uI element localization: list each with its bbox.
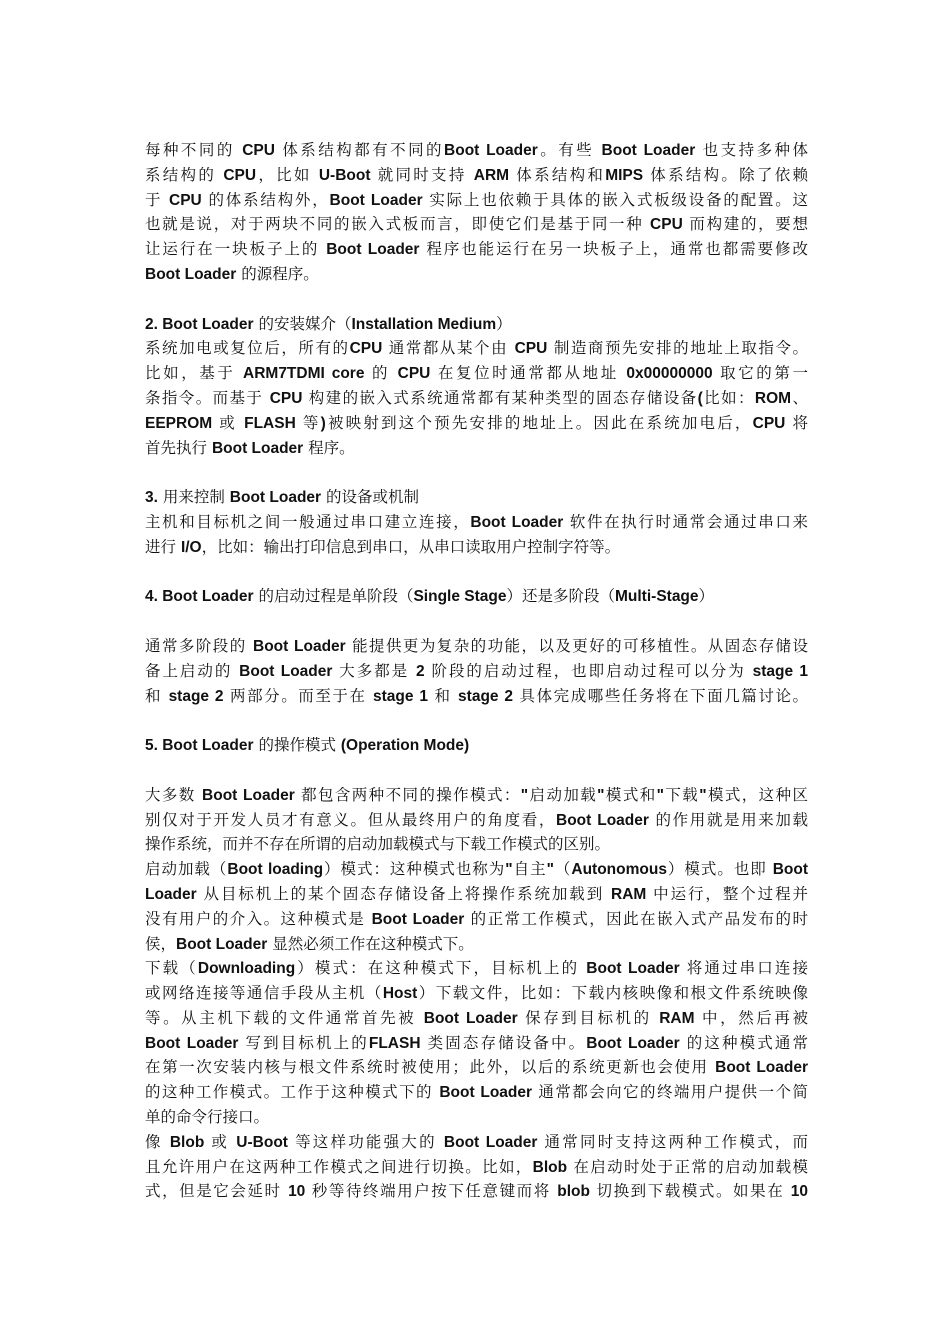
bold-term: Boot Loader	[470, 513, 564, 531]
paragraph-p3	[145, 485, 808, 559]
bold-term: 2	[416, 662, 425, 680]
text-run: 、	[791, 388, 808, 407]
text-line	[145, 1080, 808, 1105]
text-line	[145, 336, 808, 361]
text-run: 的正常工作模式，因此在嵌入式产品发布的时	[464, 909, 808, 928]
bold-term: Boot Loader	[326, 241, 420, 259]
text-run: 让运行在一块板子上的	[145, 240, 327, 259]
text-line	[145, 535, 808, 560]
text-line	[145, 882, 808, 907]
bold-term: (	[697, 389, 703, 407]
text-run: 的这种工作模式。工作于这种模式下的	[145, 1083, 440, 1102]
bold-term: 5. Boot Loader	[145, 737, 254, 755]
text-line	[145, 361, 808, 386]
bold-term: I/O	[180, 538, 202, 556]
text-run: 具体完成哪些任务将在下面几篇讨论。	[513, 686, 808, 705]
bold-term: Boot Loader	[253, 637, 346, 655]
bold-term: EEPROM	[145, 414, 213, 432]
text-line	[145, 907, 808, 932]
text-run: 通常同时支持这两种工作模式，而	[537, 1132, 809, 1151]
text-run: 体系结构。除了依赖	[643, 165, 808, 184]
text-run: 于	[145, 190, 170, 209]
text-run: 的	[364, 364, 398, 383]
bold-term: (Operation Mode)	[340, 737, 470, 755]
text-run: 的操作模式	[253, 736, 341, 755]
text-run: 而构建的，要想	[682, 215, 808, 234]
paragraph-p7	[145, 783, 808, 1205]
text-run: 系结构的	[145, 165, 224, 184]
bold-term: Single Stage	[413, 588, 507, 606]
text-run: 体系结构都有不同的	[274, 141, 445, 159]
text-run: 在启动时处于正常的启动加载模	[567, 1157, 808, 1176]
bold-term: Downloading	[197, 960, 296, 978]
bold-term: stage 2	[458, 687, 514, 705]
bold-term: "	[546, 861, 554, 879]
text-line	[145, 956, 808, 981]
text-run: 从目标机上的某个固态存储设备上将操作系统加载到	[196, 884, 611, 903]
text-run: 主机和目标机之间一般通过串口建立连接，	[145, 512, 471, 531]
bold-term: Autonomous	[571, 861, 667, 879]
bold-term: Blob	[532, 1158, 568, 1176]
text-run: 或	[212, 413, 245, 432]
bold-term: Boot Loader	[439, 1084, 533, 1102]
text-run: 像	[145, 1132, 170, 1151]
text-run: ）还是多阶段（	[506, 587, 615, 606]
bold-term: MIPS	[605, 166, 644, 184]
text-run: 大多数	[145, 785, 203, 804]
text-run: 在第一次安装内核与根文件系统时被使用；此外，以后的系统更新也会使用	[145, 1058, 716, 1077]
bold-term: CPU	[752, 414, 786, 432]
paragraph-spacer	[145, 560, 808, 585]
bold-term: CPU	[169, 191, 202, 209]
text-run: ）模式：这种模式也称为	[323, 860, 506, 879]
paragraph-spacer	[145, 758, 808, 783]
text-line	[145, 485, 808, 510]
paragraph-spacer	[145, 287, 808, 312]
bold-term: Boot Loader	[329, 191, 423, 209]
text-run: 和	[145, 686, 169, 705]
text-line	[145, 1006, 808, 1031]
text-line	[145, 634, 808, 659]
text-run: 通常都从某个由	[382, 339, 515, 358]
paragraph-p1	[145, 138, 808, 287]
text-run: 中运行，整个过程并	[646, 884, 809, 903]
text-run: 将通过串口连接	[679, 959, 808, 978]
bold-term: Boot Loader	[586, 1034, 680, 1052]
text-line	[145, 1179, 808, 1204]
paragraph-p5	[145, 634, 808, 708]
bold-term: U-Boot	[236, 1133, 288, 1151]
text-line	[145, 138, 808, 163]
text-run: 没有用户的介入。这种模式是	[145, 909, 372, 928]
text-run: 自主	[512, 860, 547, 879]
paragraph-spacer	[145, 460, 808, 485]
text-line	[145, 1105, 808, 1130]
text-run: 备上启动的	[145, 661, 240, 680]
text-run: 式，但是它会延时	[145, 1182, 289, 1201]
text-run: 构建的嵌入式系统通常都有某种类型的固态存储设备	[302, 388, 698, 407]
text-run: 下载（	[145, 959, 198, 978]
text-run: 的作用就是用来加载	[648, 810, 808, 829]
text-run: 的设备或机制	[321, 488, 420, 507]
bold-term: Boot Loader	[443, 1133, 538, 1151]
text-run: ）模式。也即	[666, 860, 773, 879]
text-run: 软件在执行时通常会通过串口来	[563, 512, 808, 531]
paragraph-p4	[145, 584, 808, 609]
bold-term: CPU	[349, 340, 383, 358]
bold-term: Boot loading	[227, 861, 324, 879]
text-run: 启动加载	[528, 785, 598, 804]
text-run: 通常都会向它的终端用户提供一个简	[532, 1083, 808, 1102]
bold-term: CPU	[514, 340, 548, 358]
bold-term: stage 1	[752, 662, 808, 680]
text-line	[145, 932, 808, 957]
text-run: 的安装媒介（	[253, 314, 352, 333]
bold-term: Boot	[772, 861, 808, 879]
text-run: 写到目标机上的	[238, 1033, 369, 1052]
bold-term: )	[320, 414, 326, 432]
bold-term: Boot Loader	[586, 960, 680, 978]
text-line	[145, 163, 808, 188]
bold-term: Boot Loader	[145, 1034, 239, 1052]
text-line	[145, 188, 808, 213]
text-run: ，比如：输出打印信息到串口，从串口读取用户控制字符等。	[201, 537, 621, 556]
text-run: 将	[785, 413, 808, 432]
text-run: 侯，	[145, 934, 177, 953]
text-line	[145, 262, 808, 287]
bold-term: 10	[790, 1183, 809, 1201]
text-line	[145, 857, 808, 882]
text-run: 下载	[663, 785, 700, 804]
bold-term: RAM	[611, 885, 647, 903]
text-line	[145, 510, 808, 535]
bold-term: 3.	[145, 489, 158, 507]
text-run: 能提供更为复杂的功能，以及更好的可移植性。从固态存储设	[345, 636, 808, 655]
text-run: ）下载文件，比如：下载内核映像和根文件系统映像	[417, 984, 808, 1003]
bold-term: Loader	[145, 885, 197, 903]
text-run: 通常多阶段的	[145, 636, 253, 655]
text-run: 和	[428, 686, 459, 705]
bold-term: ARM	[473, 166, 510, 184]
paragraph-spacer	[145, 609, 808, 634]
text-line	[145, 1130, 808, 1155]
text-run: ）	[496, 314, 512, 333]
text-run: 启动加载（	[145, 860, 228, 879]
text-run: 模式，这种区	[706, 785, 808, 804]
bold-term: CPU	[269, 389, 303, 407]
bold-term: Boot Loader	[202, 786, 295, 804]
text-run: 。有些	[537, 141, 602, 159]
text-run: 系统加电或复位后，所有的	[145, 339, 350, 358]
text-line	[145, 584, 808, 609]
bold-term: CPU	[242, 142, 275, 159]
bold-term: 0x00000000	[626, 365, 713, 383]
text-run: 都包含两种不同的操作模式：	[294, 785, 521, 804]
text-run: 的启动过程是单阶段（	[253, 587, 414, 606]
text-run: 别仅对于开发人员才有意义。但从最终用户的角度看，	[145, 810, 557, 829]
bold-term: "	[505, 861, 513, 879]
text-run: 每种不同的	[145, 141, 243, 159]
text-line	[145, 386, 808, 411]
bold-term: FLASH	[244, 414, 296, 432]
text-run: 条指令。而基于	[145, 388, 270, 407]
text-run: 也就是说，对于两块不同的嵌入式板而言，即使它们是基于同一种	[145, 215, 651, 234]
text-run: 程序也能运行在另一块板子上，通常也都需要修改	[419, 240, 808, 259]
text-run: ）模式：在这种模式下，目标机上的	[295, 959, 587, 978]
text-run: 比如，基于	[145, 364, 244, 383]
text-line	[145, 684, 808, 709]
paragraph-spacer	[145, 708, 808, 733]
bold-term: Boot Loader	[715, 1059, 808, 1077]
bold-term: U-Boot	[318, 166, 371, 184]
text-line	[145, 659, 808, 684]
bold-term: FLASH	[368, 1034, 421, 1052]
text-run: 两部分。而至于在	[223, 686, 374, 705]
bold-term: "	[520, 786, 529, 804]
text-run: 用来控制	[157, 488, 230, 507]
text-run: 也支持多种体	[695, 141, 808, 159]
text-run: ，比如	[256, 165, 319, 184]
text-line	[145, 1055, 808, 1080]
bold-term: stage 2	[168, 687, 224, 705]
bold-term: stage 1	[373, 687, 428, 705]
text-run: 的体系结构外，	[201, 190, 330, 209]
text-run: 比如：	[702, 388, 755, 407]
text-run: ）	[698, 587, 715, 606]
text-line	[145, 832, 808, 857]
text-run: 或	[204, 1132, 237, 1151]
text-line	[145, 1031, 808, 1056]
text-run: 模式和	[604, 785, 657, 804]
bold-term: Boot Loader	[239, 662, 333, 680]
text-run: 就同时支持	[370, 165, 474, 184]
bold-term: blob	[557, 1183, 590, 1201]
text-run: 的源程序。	[236, 264, 319, 283]
bold-term: ROM	[754, 389, 792, 407]
text-line	[145, 733, 808, 758]
text-run: 首先执行	[145, 438, 212, 457]
text-run: 程序。	[303, 438, 355, 457]
text-line	[145, 212, 808, 237]
paragraph-p6	[145, 733, 808, 758]
bold-term: 2. Boot Loader	[145, 315, 254, 333]
text-run: 取它的第一	[712, 364, 809, 383]
bold-term: Boot Loader	[211, 439, 304, 457]
text-run: 被映射到这个预先安排的地址上。因此在系统加电后，	[325, 413, 753, 432]
bold-term: "	[597, 786, 605, 804]
bold-term: 10	[288, 1183, 306, 1201]
bold-term: Boot Loader	[444, 142, 538, 159]
text-run: 中，然后再被	[694, 1008, 808, 1027]
bold-term: Boot Loader	[601, 142, 696, 159]
text-line	[145, 411, 808, 436]
paragraph-p2	[145, 312, 808, 461]
text-line	[145, 312, 808, 337]
bold-term: CPU	[223, 166, 257, 184]
bold-term: ARM7TDMI core	[243, 365, 365, 383]
bold-term: Multi-Stage	[615, 588, 699, 606]
text-run: 切换到下载模式。如果在	[590, 1182, 791, 1201]
bold-term: 4. Boot Loader	[145, 588, 254, 606]
text-line	[145, 436, 808, 461]
text-run: 秒等待终端用户按下任意键而将	[305, 1182, 558, 1201]
text-run: 进行	[145, 537, 181, 556]
bold-term: Blob	[169, 1133, 205, 1151]
text-run: 等这样功能强大的	[287, 1132, 444, 1151]
text-line	[145, 808, 808, 833]
text-run: 等。从主机下载的文件通常首先被	[145, 1008, 424, 1027]
bold-term: Boot Loader	[176, 935, 268, 953]
text-run: 的这种模式通常	[679, 1033, 808, 1052]
text-line	[145, 237, 808, 262]
text-run: 类固态存储设备中。	[420, 1033, 587, 1052]
bold-term: CPU	[397, 365, 431, 383]
text-run: 实际上也依赖于具体的嵌入式板级设备的配置。这	[422, 190, 808, 209]
text-line	[145, 783, 808, 808]
text-line	[145, 981, 808, 1006]
text-run: 等	[295, 413, 321, 432]
text-run: 单的命令行接口。	[145, 1108, 270, 1127]
bold-term: Boot Loader	[145, 265, 237, 283]
bold-term: CPU	[650, 216, 683, 234]
text-run: 或网络连接等通信手段从主机（	[145, 984, 383, 1003]
bold-term: "	[699, 786, 707, 804]
text-line	[145, 1155, 808, 1180]
text-run: 操作系统，而并不存在所谓的启动加载模式与下载工作模式的区别。	[145, 835, 611, 854]
bold-term: Boot Loader	[423, 1009, 518, 1027]
text-run: 阶段的启动过程，也即启动过程可以分为	[424, 661, 753, 680]
bold-term: "	[656, 786, 664, 804]
bold-term: Boot Loader	[229, 489, 322, 507]
bold-term: Boot Loader	[556, 811, 649, 829]
bold-term: Installation Medium	[351, 315, 497, 333]
bold-term: RAM	[659, 1009, 695, 1027]
text-run: 保存到目标机的	[517, 1008, 660, 1027]
document-page	[145, 138, 808, 1204]
text-run: 显然必须工作在这种模式下。	[267, 934, 474, 953]
text-run: 制造商预先安排的地址上取指令。	[547, 339, 808, 358]
text-run: 在复位时通常都从地址	[430, 364, 627, 383]
text-run: 体系结构和	[509, 165, 606, 184]
bold-term: Boot Loader	[371, 910, 465, 928]
bold-term: Host	[382, 985, 418, 1003]
text-run: 且允许用户在这两种工作模式之间进行切换。比如，	[145, 1157, 533, 1176]
text-run: 大多都是	[332, 661, 416, 680]
text-run: （	[553, 860, 572, 879]
